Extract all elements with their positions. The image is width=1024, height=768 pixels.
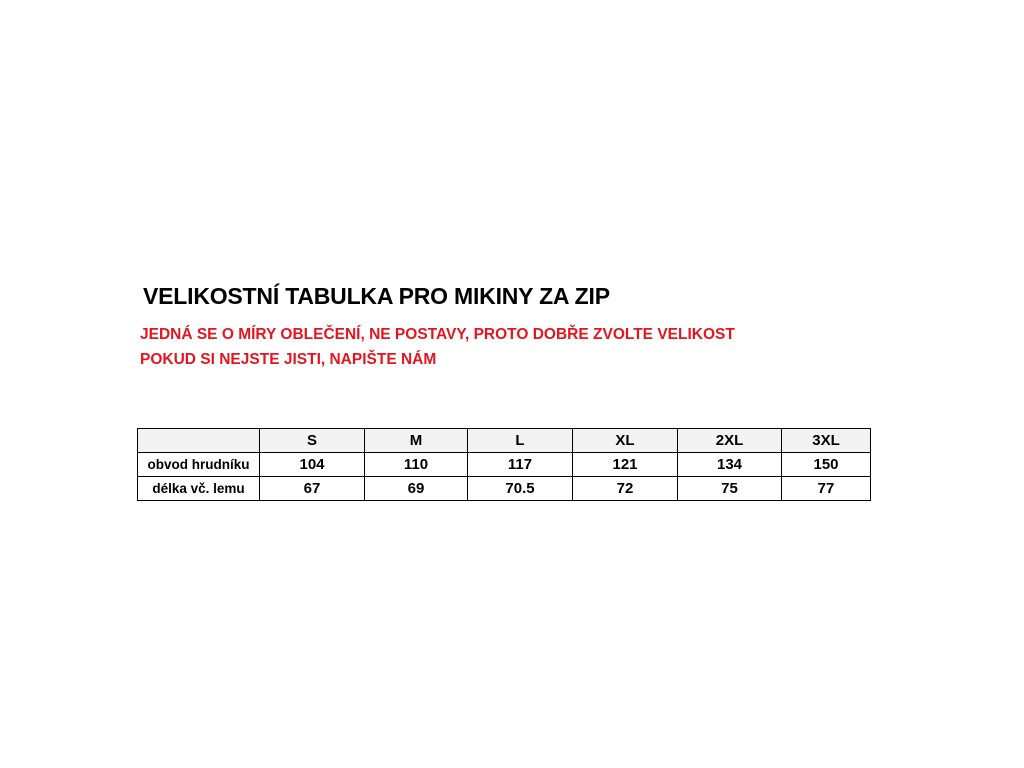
table-cell: 70.5: [468, 477, 573, 501]
table-row-length: [138, 477, 871, 501]
page-title: VELIKOSTNÍ TABULKA PRO MIKINY ZA ZIP: [143, 283, 610, 309]
size-note-contact-us: POKUD SI NEJSTE JISTI, NAPIŠTE NÁM: [140, 351, 437, 368]
table-cell: 110: [365, 453, 468, 477]
row-label-chest: obvod hrudníku: [138, 453, 260, 477]
size-header-s: S: [260, 429, 365, 453]
table-cell: 104: [260, 453, 365, 477]
table-cell: 121: [573, 453, 678, 477]
table-header-row: [138, 429, 871, 453]
size-header-2xl: 2XL: [678, 429, 782, 453]
table-cell: 75: [678, 477, 782, 501]
table-cell: 117: [468, 453, 573, 477]
table-corner-cell: [138, 429, 260, 453]
row-label-length: délka vč. lemu: [138, 477, 260, 501]
size-header-3xl: 3XL: [782, 429, 871, 453]
table-cell: 150: [782, 453, 871, 477]
table-cell: 77: [782, 477, 871, 501]
table-cell: 67: [260, 477, 365, 501]
size-header-xl: XL: [573, 429, 678, 453]
table-cell: 72: [573, 477, 678, 501]
size-header-l: L: [468, 429, 573, 453]
table-cell: 134: [678, 453, 782, 477]
size-table: [137, 428, 871, 501]
table-cell: 69: [365, 477, 468, 501]
table-row-chest: [138, 453, 871, 477]
size-note-clothing-measurements: JEDNÁ SE O MÍRY OBLEČENÍ, NE POSTAVY, PROTO DOBŘE ZVOLTE VELIKOST: [140, 326, 735, 343]
size-header-m: M: [365, 429, 468, 453]
